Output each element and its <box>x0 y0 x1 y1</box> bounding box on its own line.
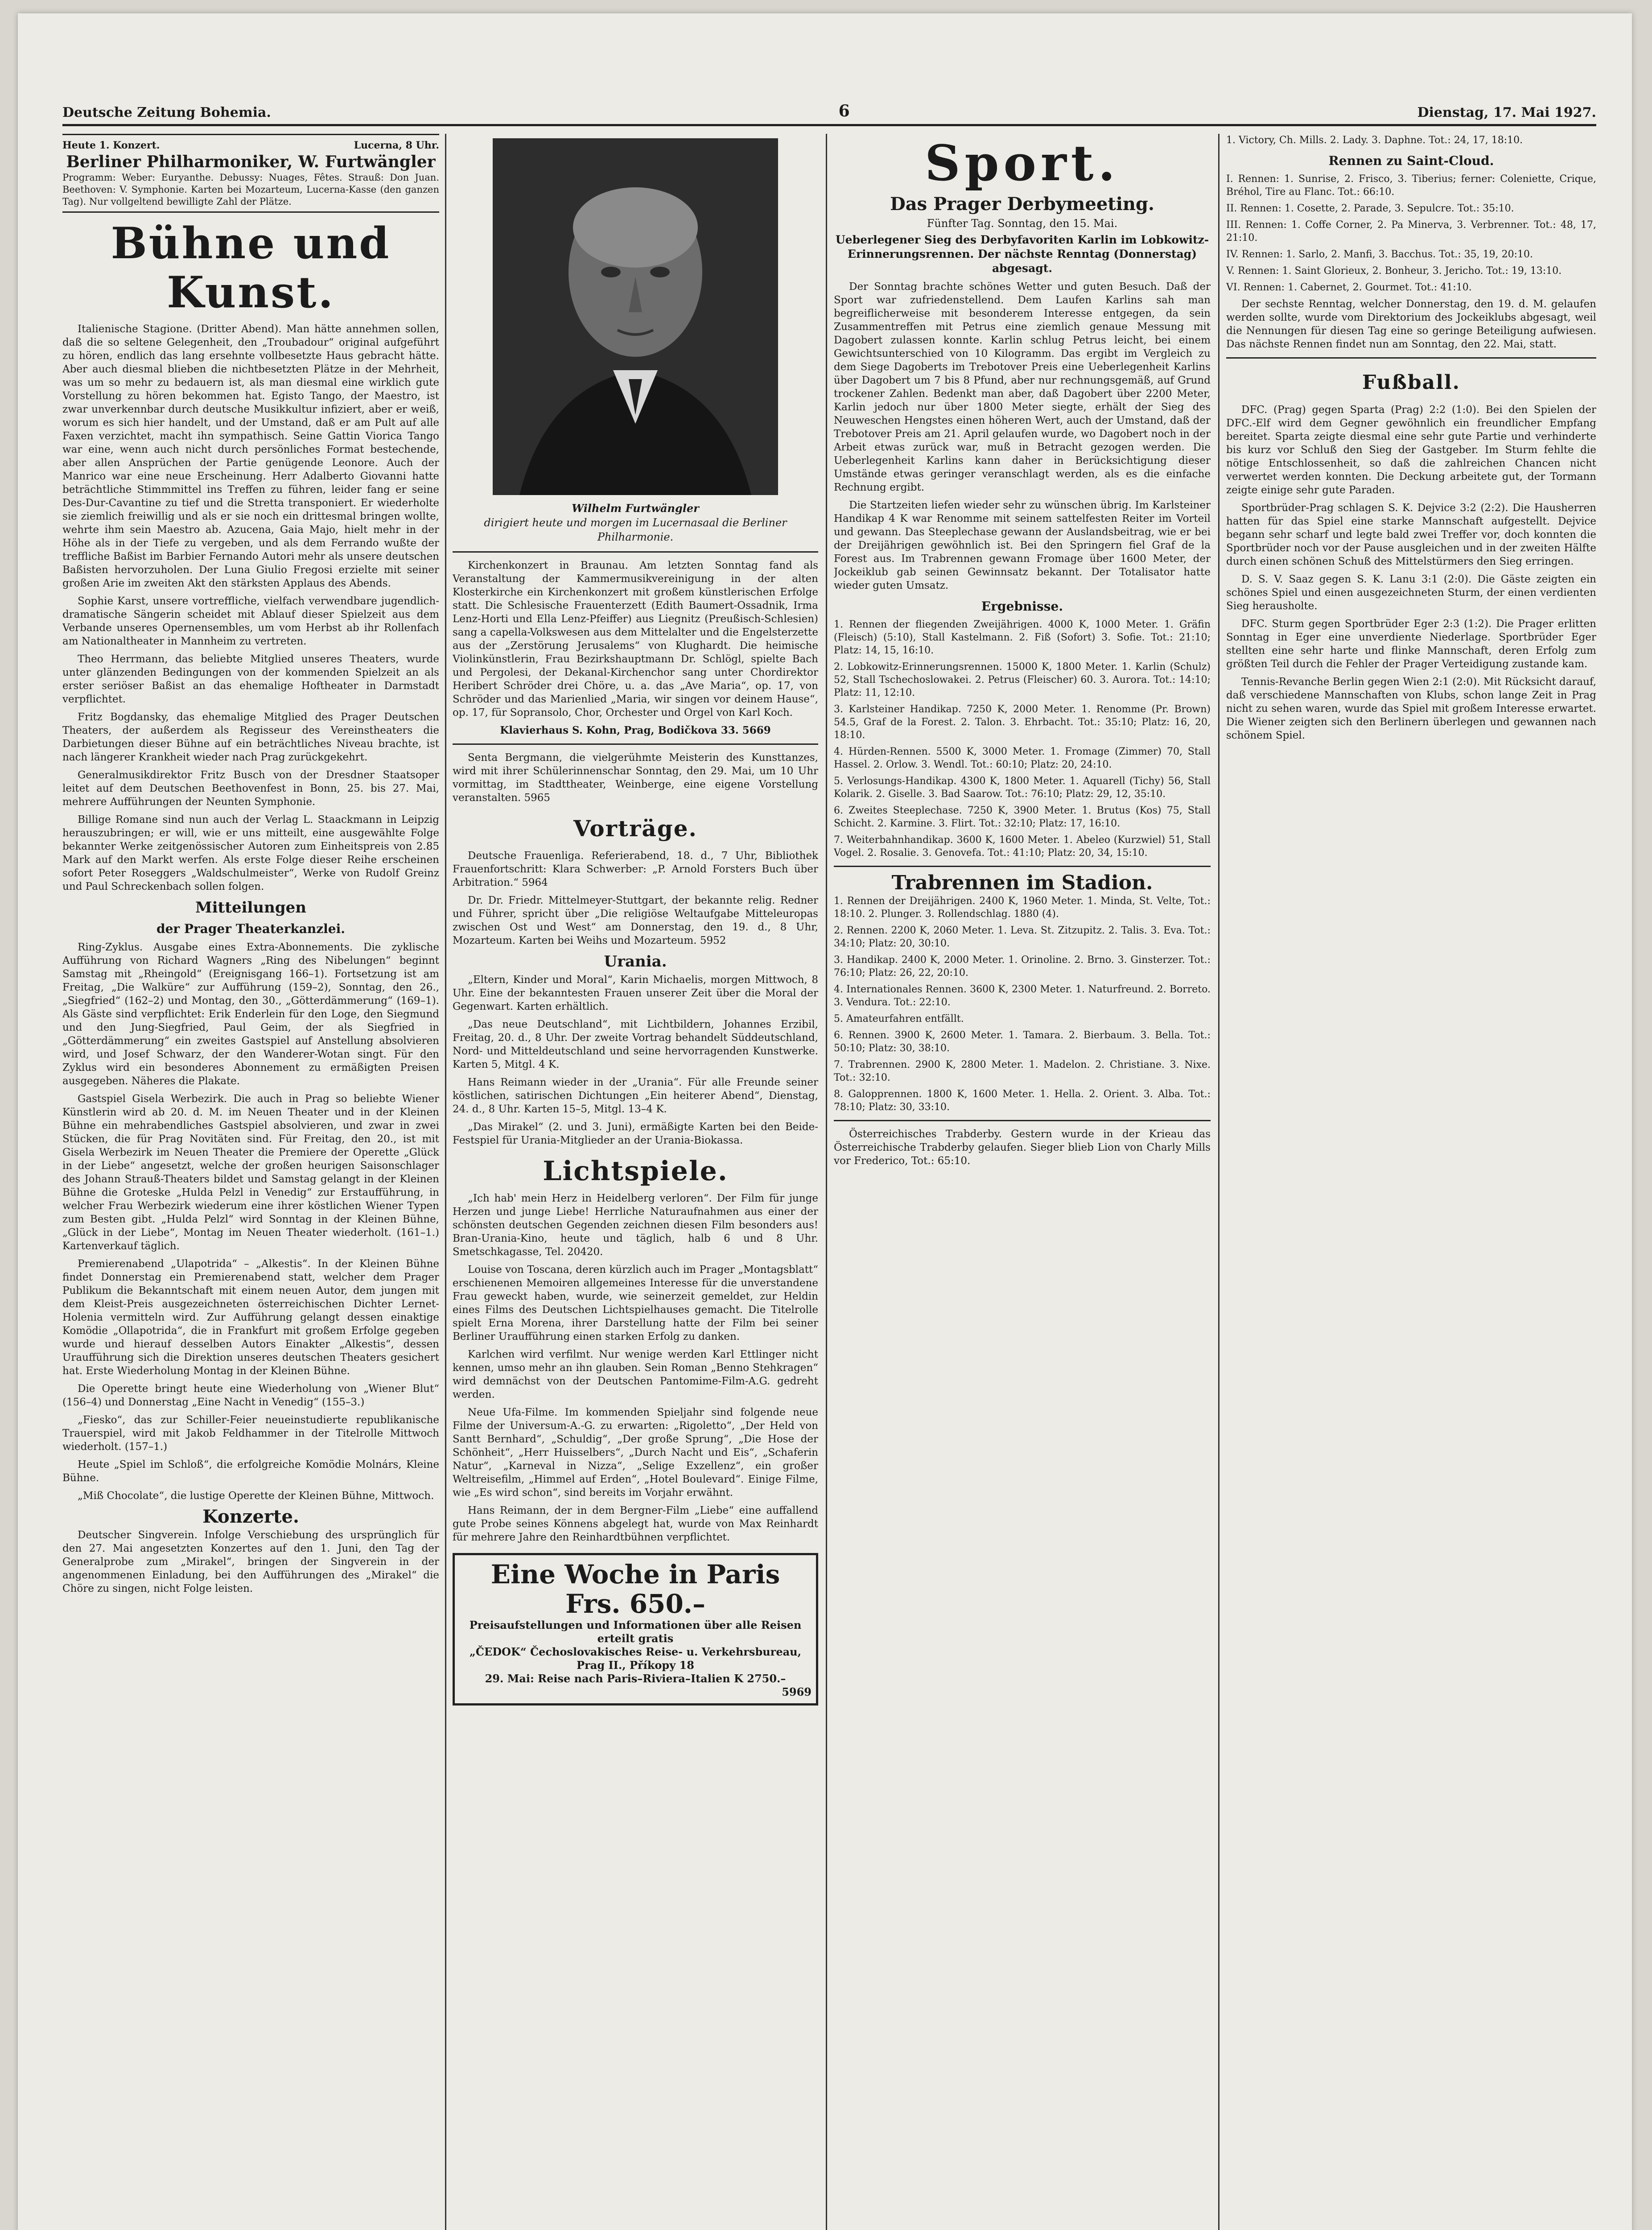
travel-advertisement <box>453 1553 818 1706</box>
concert-orchestra: Berliner Philharmoniker, W. Furtwängler <box>66 153 436 171</box>
article-paragraph: Karlchen wird verfilmt. Nur wenige werden Karl Ettlinger nicht kennen, umso mehr an ihn glauben. Sein Roman „Benno Stehkragen“ wird demnächst von der Deutschen Pantomime-Film-A.G. gedreht werden. <box>453 1349 818 1400</box>
concert-notice <box>62 134 439 213</box>
masthead-page-number: 6 <box>838 102 850 120</box>
race-result: 3. Handikap. 2400 K, 2000 Meter. 1. Orinoline. 2. Brno. 3. Ginsterzer. Tot.: 76:10; Platz: 26, 22, 20:10. <box>834 954 1211 979</box>
concert-program: Programm: Weber: Euryanthe. Debussy: Nuages, Fêtes. Strauß: Don Juan. Beethoven: V. Symphonie. Karten bei Mozarteum, Lucerna-Kasse (den ganzen Tag). Nur vollgeltend bewilligte Zahl der Plätze. <box>62 172 439 207</box>
article-paragraph: Theo Herrmann, das beliebte Mitglied unseres Theaters, wurde unter glänzenden Bedingungen von der kommenden Spielzeit an als erster seriöser Baßist an das ehemalige Hoftheater in Darmstadt verpflichtet. <box>62 653 439 705</box>
article-paragraph: „Miß Chocolate“, die lustige Operette der Kleinen Bühne, Mittwoch. <box>78 1490 434 1502</box>
derby-lead: Ueberlegener Sieg des Derbyfavoriten Karlin im Lobkowitz-Erinnerungsrennen. Der nächste Renntag (Donnerstag) abgesagt. <box>835 233 1209 275</box>
race-result: 7. Trabrennen. 2900 K, 2800 Meter. 1. Madelon. 2. Christiane. 3. Nixe. Tot.: 32:10. <box>834 1059 1211 1083</box>
race-result: 6. Zweites Steeplechase. 7250 K, 3900 Meter. 1. Brutus (Kos) 75, Stall Schicht. 2. Karmine. 3. Flirt. Tot.: 32:10; Platz: 17, 16:10. <box>834 805 1211 829</box>
race-result: 3. Karlsteiner Handikap. 7250 K, 2000 Meter. 1. Renomme (Pr. Brown) 54.5, Graf de la Forest. 2. Talon. 3. Ehrbacht. Tot.: 35:10; Platz: 16, 20, 18:10. <box>834 704 1211 741</box>
trabrennen-heading: Trabrennen im Stadion. <box>891 871 1153 894</box>
divider <box>1226 357 1596 359</box>
newspaper-page <box>18 13 1632 2230</box>
article-paragraph: Kirchenkonzert in Braunau. Am letzten Sonntag fand als Veranstaltung der Kammermusikvereinigung in der alten Klosterkirche ein Kirchenkonzert mit großem künstlerischen Erfolge statt. Die Schlesische Frauenterzett (Edith Baumert-Ossadnik, Irma Lenz-Horti und Ella Lenz-Pfeiffer) aus Liegnitz (Preußisch-Schlesien) sang a capella-Volkswesen aus dem Mittelalter und die Engelsterzette aus der „Zerstörung Jerusalems“ von Klughardt. Die heimische Violinkünstlerin, Frau Bezirkshauptmann Dr. Schlögl, spielte Bach und Pergolesi, der Dekanal-Kirchenchor sang unter Chordirektor Heribert Schröder drei Chöre, u. a. das „Ave Maria“, op. 17, von Schröder und das Marienlied „Maria, wir singen vor deinem Hause“, op. 17, für Sopransolo, Chor, Orchester und Orgel von Karl Koch. <box>453 560 818 719</box>
article-paragraph: Hans Reimann, der in dem Bergner-Film „Liebe“ eine auffallend gute Probe seines Könnens abgelegt hat, wurde von Max Reinhardt für mehrere Jahre den Reinhardtbühnen verpflichtet. <box>453 1505 818 1543</box>
race-result: 1. Rennen der Dreijährigen. 2400 K, 1960 Meter. 1. Minda, St. Velte, Tot.: 18:10. 2. Plunger. 3. Rollendschlag. 1880 (4). <box>834 896 1211 920</box>
article-paragraph: Dr. Dr. Friedr. Mittelmeyer-Stuttgart, der bekannte relig. Redner und Führer, spricht über „Die religiöse Weltaufgabe Mitteleuropas zwischen Ost und West“ am Donnerstag, den 19. d., 8 Uhr, Mozarteum. Karten bei Weihs und Mozarteum. 5952 <box>453 895 818 946</box>
ad-headline: Eine Woche in Paris Frs. 650.– <box>490 1559 780 1619</box>
article-paragraph: DFC. Sturm gegen Sportbrüder Eger 2:3 (1:2). Die Prager erlitten Sonntag in Eger eine unverdiente Niederlage. Sportbrüder Eger stellten eine sehr harte und flinke Mannschaft, deren Erfolg zum größten Teil durch die Fehler der Prager Verteidigung zustande kam. <box>1226 618 1596 670</box>
advertisement-line: Klavierhaus S. Kohn, Prag, Bodičkova 33. 5669 <box>500 724 771 736</box>
section-title-buehne: Bühne und Kunst. <box>111 218 391 318</box>
article-paragraph: Italienische Stagione. (Dritter Abend). Man hätte annehmen sollen, daß die so seltene Gelegenheit, den „Troubadour“ original aufgeführt zu hören, endlich das lang ersehnte vollbesetzte Haus gebracht hätte. Aber auch diesmal blieben die nichtbesetzten Plätze in der Mehrheit, was um so mehr zu bedauern ist, als man diesmal eine wirklich gute Vorstellung zu hören bekommen hat. Egisto Tango, der Maestro, ist zwar unverkennbar durch deutsche Musikkultur infiziert, aber er weiß, worum es sich hier handelt, und der Umstand, daß er am Pult auf alle Faxen verzichtet, macht ihn sympathisch. Seine Gattin Viorica Tango war eine, wenn auch nicht durch persönliches Format bestechende, aber allen Ansprüchen der Partie genügende Leonore. Auch der Manrico war eine neue Erscheinung. Herr Adalberto Giovanni hatte beträchtliche Stimmmittel ins Treffen zu führen, leider fang er seine Des-Dur-Cavantine zu tief und die Stretta transponiert. Er wiederholte sie ziemlich freiwillig und als er sie noch ein drittesmal bringen wollte, wehrte ihm sein Maestro ab. Azucena, Gaia Majo, hielt mehr in der Höhe als in der Tiefe zu vergeben, und als dem Ferrando wußte der treffliche Baßist im Barbier Fernando Autori mehr als unsere deutschen Baßisten hervorzuholen. Der Luna Giulio Fregosi erzielte mit seiner großen Arie im zweiten Akt den stärksten Applaus des Abends. <box>62 323 439 589</box>
portrait-caption <box>453 501 818 544</box>
race-result: 1. Victory, Ch. Mills. 2. Lady. 3. Daphne. Tot.: 24, 17, 18:10. <box>1226 135 1523 146</box>
article-paragraph: Österreichisches Trabderby. Gestern wurde in der Krieau das Österreichische Trabderby gelaufen. Sieger blieb Lion von Charly Mills vor Frederico, Tot.: 65:10. <box>834 1128 1211 1167</box>
divider <box>453 743 818 745</box>
section-title-sport: Sport. <box>925 134 1120 192</box>
race-result: 2. Lobkowitz-Erinnerungsrennen. 15000 K, 1800 Meter. 1. Karlin (Schulz) 52, Stall Tschechoslowakei. 2. Petrus (Fleischer) 60. 3. Aurora. Tot.: 14:10; Platz: 11, 12:10. <box>834 661 1211 698</box>
article-paragraph: „Das neue Deutschland“, mit Lichtbildern, Johannes Erzibil, Freitag, 20. d., 8 Uhr. Der zweite Vortrag behandelt Süddeutschland, Nord- und Mitteldeutschland und seine hervorragenden Kunstwerke. Karten 5, Mitgl. 4 K. <box>453 1019 818 1070</box>
urania-heading: Urania. <box>604 953 667 970</box>
masthead-paper-name: Deutsche Zeitung Bohemia. <box>62 105 271 120</box>
column-rule <box>1218 134 1219 2230</box>
article-paragraph: Louise von Toscana, deren kürzlich auch im Prager „Montagsblatt“ erschienenen Memoiren allgemeines Interesse für die unverstandene Frau geweckt haben, wurde, wie seinerzeit gemeldet, zur Heldin eines Films des Deutschen Lichtspielhauses gemacht. Die Titelrolle spielt Erna Morena, ihrer Darstellung hatte der Film bei seiner Berliner Uraufführung einen starken Erfolg zu danken. <box>453 1264 818 1342</box>
divider <box>834 866 1211 867</box>
article-paragraph: Sophie Karst, unsere vortreffliche, vielfach verwendbare jugendlich-dramatische Sängerin scheidet mit Ablauf dieser Spielzeit aus dem Verbande unseres Opernensembles, um vom Herbst ab ihr Rollenfach am Nationaltheater in Mannheim zu vertreten. <box>62 595 439 647</box>
article-paragraph: Heute „Spiel im Schloß“, die erfolgreiche Komödie Molnárs, Kleine Bühne. <box>62 1459 439 1484</box>
results-heading: Ergebnisse. <box>981 599 1063 614</box>
article-paragraph: Deutsche Frauenliga. Referierabend, 18. d., 7 Uhr, Bibliothek Frauenfortschritt: Klara Schwerber: „P. Arnold Forsters Buch über Arbitration.“ 5964 <box>453 850 818 888</box>
mitteilungen-heading: Mitteilungen <box>195 899 306 917</box>
lichtspiele-heading: Lichtspiele. <box>543 1156 728 1187</box>
race-result: II. Rennen: 1. Cosette, 2. Parade, 3. Sepulcre. Tot.: 35:10. <box>1226 203 1514 214</box>
article-paragraph: D. S. V. Saaz gegen S. K. Lanu 3:1 (2:0). Die Gäste zeigten ein schönes Spiel und einen ausgezeichneten Sturm, der einen verdienten Sieg herausholte. <box>1226 574 1596 612</box>
portrait-illustration <box>493 138 778 495</box>
saint-cloud-heading: Rennen zu Saint-Cloud. <box>1328 153 1494 168</box>
article-paragraph: Premierenabend „Ulapotrida“ – „Alkestis“. In der Kleinen Bühne findet Donnerstag ein Premierenabend statt, welcher dem Prager Publikum die Bekanntschaft mit einem neuen Autor, dem jungen mit dem Kleist-Preis ausgezeichneten österreichischen Dichter Lernet-Holenia vermitteln wird. Zur Aufführung gelangt dessen einaktige Komödie „Ollapotrida“, die in Frankfurt mit großem Erfolge gegeben wurde und hierauf desselben Autors Einakter „Alkestis“, dessen Uraufführung sich die Direktion unseres deutschen Theaters gesichert hat. Erste Wiederholung Montag in der Kleinen Bühne. <box>62 1258 439 1377</box>
article-paragraph: Tennis-Revanche Berlin gegen Wien 2:1 (2:0). Mit Rücksicht darauf, daß verschiedene Mannschaften von Klubs, schon lange Zeit in Prag nicht zu sehen waren, wurde das Spiel mit großem Interesse erwartet. Die Wiener zeigten sich den Berlinern überlegen und gewannen nach schönem Spiel. <box>1226 676 1596 741</box>
race-result: V. Rennen: 1. Saint Glorieux, 2. Bonheur, 3. Jericho. Tot.: 19, 13:10. <box>1226 265 1562 277</box>
race-result: III. Rennen: 1. Coffe Corner, 2. Pa Minerva, 3. Verbrenner. Tot.: 48, 17, 21:10. <box>1226 219 1596 244</box>
ad-code: 5969 <box>782 1685 812 1698</box>
article-paragraph: Die Startzeiten liefen wieder sehr zu wünschen übrig. Im Karlsteiner Handikap 4 K war Renomme mit seinem sattelfesten Reiter im Vorteil und gewann. Das Steeplechase gewann der Auslandsbeitrag, wie er bei der Dreijährigen gewöhnlich ist. Bei den Springern fiel Graf de la Forest aus. Im Trabrennen gewann Fromage über 1600 Meter, der Jockeiklub gab seinen Gewinnsatz bekannt. Der Totalisator hatte wieder guten Umsatz. <box>834 500 1211 591</box>
concert-number: Heute 1. Konzert. <box>62 140 160 151</box>
race-result: VI. Rennen: 1. Cabernet, 2. Gourmet. Tot.: 41:10. <box>1226 282 1472 293</box>
fussball-heading: Fußball. <box>1362 371 1460 394</box>
article-paragraph: DFC. (Prag) gegen Sparta (Prag) 2:2 (1:0). Bei den Spielen der DFC.-Elf wird dem Gegner gewöhnlich ein freundlicher Empfang bereitet. Sparta zeigte diesmal eine sehr gute Partie und verhinderte bis kurz vor Schluß den Sieg der Gastgeber. Im Sturm fehlte die nötige Entschlossenheit, so daß die zahlreichen Chancen nicht verwertet werden konnten. Die Deckung arbeitete gut, der Tormann zeigte einige sehr gute Paraden. <box>1226 404 1596 496</box>
article-paragraph: „Das Mirakel“ (2. und 3. Juni), ermäßigte Karten bei den Beide-Festspiel für Urania-Mitglieder an der Urania-Biokassa. <box>453 1121 818 1146</box>
ad-line: 29. Mai: Reise nach Paris–Riviera–Italien K 2750.– <box>485 1672 786 1685</box>
article-paragraph: Generalmusikdirektor Fritz Busch von der Dresdner Staatsoper leitet auf dem Deutschen Beethovenfest in Bonn, 25. bis 27. Mai, mehrere Aufführungen der Neunten Symphonie. <box>62 769 439 808</box>
article-paragraph: Die Operette bringt heute eine Wiederholung von „Wiener Blut“ (156–4) und Donnerstag „Eine Nacht in Venedig“ (155–3.) <box>62 1383 439 1408</box>
caption-name: Wilhelm Furtwängler <box>572 502 699 515</box>
race-result: 7. Weiterbahnhandikap. 3600 K, 1600 Meter. 1. Abeleo (Kurzwiel) 51, Stall Vogel. 2. Rosalie. 3. Genovefa. Tot.: 41:10; Platz: 20, 34, 15:10. <box>834 834 1211 859</box>
article-paragraph: Billige Romane sind nun auch der Verlag L. Staackmann in Leipzig herauszubringen; er will, wie er uns mitteilt, eine ausgewählte Folge bekannter Werke zeitgenössischer Autoren zum Einheitspreis von 2.85 Mark auf den Markt werfen. Als erste Folge dieser Reihe erscheinen sofort Peter Roseggers „Waldschulmeister“, Werke von Rudolf Greinz und Paul Schreckenbach sollen folgen. <box>62 814 439 892</box>
article-paragraph: Der Sonntag brachte schönes Wetter und guten Besuch. Daß der Sport war zufriedenstellend. Dem Laufen Karlins sah man begreiflicherweise mit besonderem Interesse entgegen, da sein Zusammentreffen mit Petrus eine ziemlich genaue Messung mit Dagobert zulassen konnte. Karlin schlug Petrus leicht, bei einem Gewichtsunterschied von 10 Kilogramm. Das ergibt im Vergleich zu dem Siege Dagoberts im Trebotover Preis eine Ueberlegenheit Karlins über Dagobert um 7 bis 8 Pfund, aber nur rechnungsgemäß, auf Grund trockener Zahlen. Bedenkt man aber, daß Dagobert über 2200 Meter, Karlin jedoch nur über 1800 Meter siegte, erhält der Sieg des Neuweschen Hengstes einen höheren Wert, auch der Umstand, daß der Trebotover Preis am 21. April gelaufen wurde, wo Dagobert noch in der Arbeit etwas zurück war, muß in Betracht gezogen werden. Die Ueberlegenheit Karlins kann daher in Berücksichtigung dieser Umstände etwas geringer veranschlagt werden, als es die einfache Rechnung ergibt. <box>834 281 1211 493</box>
article-paragraph: Senta Bergmann, die vielgerühmte Meisterin des Kunsttanzes, wird mit ihrer Schülerinnenschar Sonntag, den 29. Mai, um 10 Uhr vormittag, im Stadttheater, Weinberge, eine eigene Vorstellung veranstalten. 5965 <box>453 752 818 804</box>
caption-text: dirigiert heute und morgen im Lucernasaal die Berliner Philharmonie. <box>484 516 787 543</box>
masthead-date: Dienstag, 17. Mai 1927. <box>1417 105 1596 120</box>
article-paragraph: Deutscher Singverein. Infolge Verschiebung des ursprünglich für den 27. Mai angesetzten Konzertes auf den 1. Juni, den Tag der Generalprobe zum „Mirakel“, bringen der Singverein in der angenommenen Einladung, bei den Aufführungen des „Mirakel“ die Chöre zu singen, nicht Folge leisten. <box>62 1529 439 1594</box>
column-2 <box>453 134 818 2230</box>
mitteilungen-subheading: der Prager Theaterkanzlei. <box>156 921 346 936</box>
vortraege-heading: Vorträge. <box>573 815 697 842</box>
article-paragraph: Der sechste Renntag, welcher Donnerstag, den 19. d. M. gelaufen werden sollte, wurde vom Direktorium des Jockeiklubs abgesagt, weil die Nennungen für diesen Tag eine so geringe Beteiligung aufwiesen. Das nächste Rennen findet nun am Sonntag, den 22. Mai, statt. <box>1226 298 1596 350</box>
column-3 <box>834 134 1211 2230</box>
race-result: 4. Hürden-Rennen. 5500 K, 3000 Meter. 1. Fromage (Zimmer) 70, Stall Hassel. 2. Orlow. 3. Wendl. Tot.: 60:10; Platz: 20, 24:10. <box>834 746 1211 770</box>
article-paragraph: Gastspiel Gisela Werbezirk. Die auch in Prag so beliebte Wiener Künstlerin wird ab 20. d. M. im Neuen Theater und in der Kleinen Bühne ein mehrabendliches Gastspiel absolvieren, und zwar in zwei Stücken, die für Prag Novitäten sind. Für Freitag, den 20., ist mit Gisela Werbezirk im Neuen Theater die Premiere der Operette „Glück in der Liebe“ angesetzt, welche der großen heurigen Saisonschlager des Johann Strauß-Theaters bildet und Samstag gelangt in der Kleinen Bühne die Groteske „Hulda Pelzl in Venedig“ zur Erstaufführung, in welcher Frau Werbezirk wiederum eine ihrer köstlichen Wiener Typen zum Besten gibt. „Hulda Pelzl“ wird Sonntag in der Kleinen Bühne, „Glück in der Liebe“, Montag im Neuen Theater wiederholt. (161–1.) Kartenverkauf täglich. <box>62 1093 439 1252</box>
race-result: 2. Rennen. 2200 K, 2060 Meter. 1. Leva. St. Zitzupitz. 2. Talis. 3. Eva. Tot.: 34:10; Platz: 20, 30:10. <box>834 925 1211 949</box>
divider <box>453 551 818 553</box>
race-result: I. Rennen: 1. Sunrise, 2. Frisco, 3. Tiberius; ferner: Coleniette, Crique, Bréhol, Tire au Flanc. Tot.: 66:10. <box>1226 173 1596 198</box>
derby-day: Fünfter Tag. Sonntag, den 15. Mai. <box>927 217 1118 230</box>
article-paragraph: „Eltern, Kinder und Moral“, Karin Michaelis, morgen Mittwoch, 8 Uhr. Eine der bekanntesten Frauen unserer Zeit über die Moral der Gegenwart. Karten erhältlich. <box>453 974 818 1012</box>
column-rule <box>445 134 446 2230</box>
article-paragraph: Fritz Bogdansky, das ehemalige Mitglied des Prager Deutschen Theaters, der außerdem als Regisseur des Vereinstheaters die Darbietungen dieser Bühne auf ein beträchtliches Niveau brachte, ist nach längerer Krankheit wieder nach Prag zurückgekehrt. <box>62 711 439 763</box>
race-result: 5. Amateurfahren entfällt. <box>834 1013 964 1024</box>
race-result: 6. Rennen. 3900 K, 2600 Meter. 1. Tamara. 2. Bierbaum. 3. Bella. Tot.: 50:10; Platz: 30, 38:10. <box>834 1030 1211 1054</box>
ad-line: „ČEDOK“ Čechoslovakisches Reise- u. Verkehrsbureau, Prag II., Příkopy 18 <box>470 1645 801 1672</box>
column-rule <box>826 134 827 2230</box>
race-result: IV. Rennen: 1. Sarlo, 2. Manfi, 3. Bacchus. Tot.: 35, 19, 20:10. <box>1226 249 1533 260</box>
article-paragraph: Hans Reimann wieder in der „Urania“. Für alle Freunde seiner köstlichen, satirischen Dichtungen „Ein heiterer Abend“, Dienstag, 24. d., 8 Uhr. Karten 15–5, Mitgl. 13–4 K. <box>453 1077 818 1115</box>
ad-line: Preisaufstellungen und Informationen über alle Reisen erteilt gratis <box>469 1619 802 1645</box>
race-result: 4. Internationales Rennen. 3600 K, 2300 Meter. 1. Naturfreund. 2. Borreto. 3. Vendura. Tot.: 22:10. <box>834 984 1211 1008</box>
article-paragraph: „Ich hab' mein Herz in Heidelberg verloren“. Der Film für junge Herzen und junge Liebe! Herrliche Naturaufnahmen aus einer der schönsten deutschen Gegenden zeichnen diesen Film besonders aus! Bran-Urania-Kino, heute und täglich, halb 6 und 8 Uhr. Smetschkagasse, Tel. 20420. <box>453 1193 818 1258</box>
race-result: 8. Galopprennen. 1800 K, 1600 Meter. 1. Hella. 2. Orient. 3. Alba. Tot.: 78:10; Platz: 30, 33:10. <box>834 1089 1211 1113</box>
concert-venue: Lucerna, 8 Uhr. <box>354 140 439 151</box>
konzerte-heading: Konzerte. <box>202 1506 299 1527</box>
column-4 <box>1226 134 1596 2230</box>
race-result: 1. Rennen der fliegenden Zweijährigen. 4000 K, 1000 Meter. 1. Gräfin (Fleisch) (5:10), Stall Kastelmann. 2. Fiß (Sofort) 3. Sofie. Tot.: 21:10; Platz: 14, 15, 16:10. <box>834 619 1211 656</box>
article-paragraph: Neue Ufa-Filme. Im kommenden Spieljahr sind folgende neue Filme der Universum-A.-G. zu erwarten: „Rigoletto“, „Der Held von Santt Bernhard“, „Schuldig“, „Der große Sprung“, „Die Hose der Schönheit“, „Herr Huisselbers“, „Durch Nacht und Eis“, „Schaferin Natur“, „Karneval in Nizza“, „Selige Exzellenz“, ein großer Weltreisefilm, „Himmel auf Erden“, „Hotel Boulevard“. Einige Filme, wie „Es wird schon“, sind bereits im Vorjahr erwähnt. <box>453 1407 818 1499</box>
derby-heading: Das Prager Derbymeeting. <box>890 194 1154 215</box>
article-paragraph: Ring-Zyklus. Ausgabe eines Extra-Abonnements. Die zyklische Aufführung von Richard Wagners „Ring des Nibelungen“ beginnt Samstag mit „Rheingold“ (Ereignisgang 166–1). Fortsetzung ist am Freitag, „Die Walküre“ zur Aufführung (159–2), Sonntag, den 26., „Siegfried“ (162–2) und Montag, den 30., „Götterdämmerung“ (169–1). Als Gäste sind verpflichtet: Erik Enderlein für den Loge, den Siegmund und den Jung-Siegfried, Paul Geim, der als Siegfried in „Götterdämmerung“ ein zweites Gastspiel auf Anstellung absolvieren wird, und Josef Schwarz, der den Wanderer-Wotan singt. Für den Zyklus wird ein besonderes Abonnement zu ermäßigten Preisen ausgegeben. Näheres die Plakate. <box>62 942 439 1087</box>
masthead <box>62 98 1596 126</box>
column-1 <box>62 134 439 2230</box>
furtwaengler-portrait <box>493 138 778 495</box>
race-result: 5. Verlosungs-Handikap. 4300 K, 1800 Meter. 1. Aquarell (Tichy) 56, Stall Kolarik. 2. Giselle. 3. Bad Saarow. Tot.: 76:10; Platz: 29, 12, 35:10. <box>834 776 1211 800</box>
article-paragraph: „Fiesko“, das zur Schiller-Feier neueinstudierte republikanische Trauerspiel, wird mit Jakob Feldhammer in der Titelrolle Mittwoch wiederholt. (157–1.) <box>62 1414 439 1453</box>
article-paragraph: Sportbrüder-Prag schlagen S. K. Dejvice 3:2 (2:2). Die Hausherren hatten für das Spiel eine starke Mannschaft aufgestellt. Dejvice begann sehr scharf und legte bald zwei Treffer vor, doch konnten die Sportbrüder noch vor der Pause ausgleichen und in der zweiten Hälfte durch einen schönen Schuß des Mittelstürmers den Sieg erringen. <box>1226 502 1596 567</box>
divider <box>834 1120 1211 1121</box>
